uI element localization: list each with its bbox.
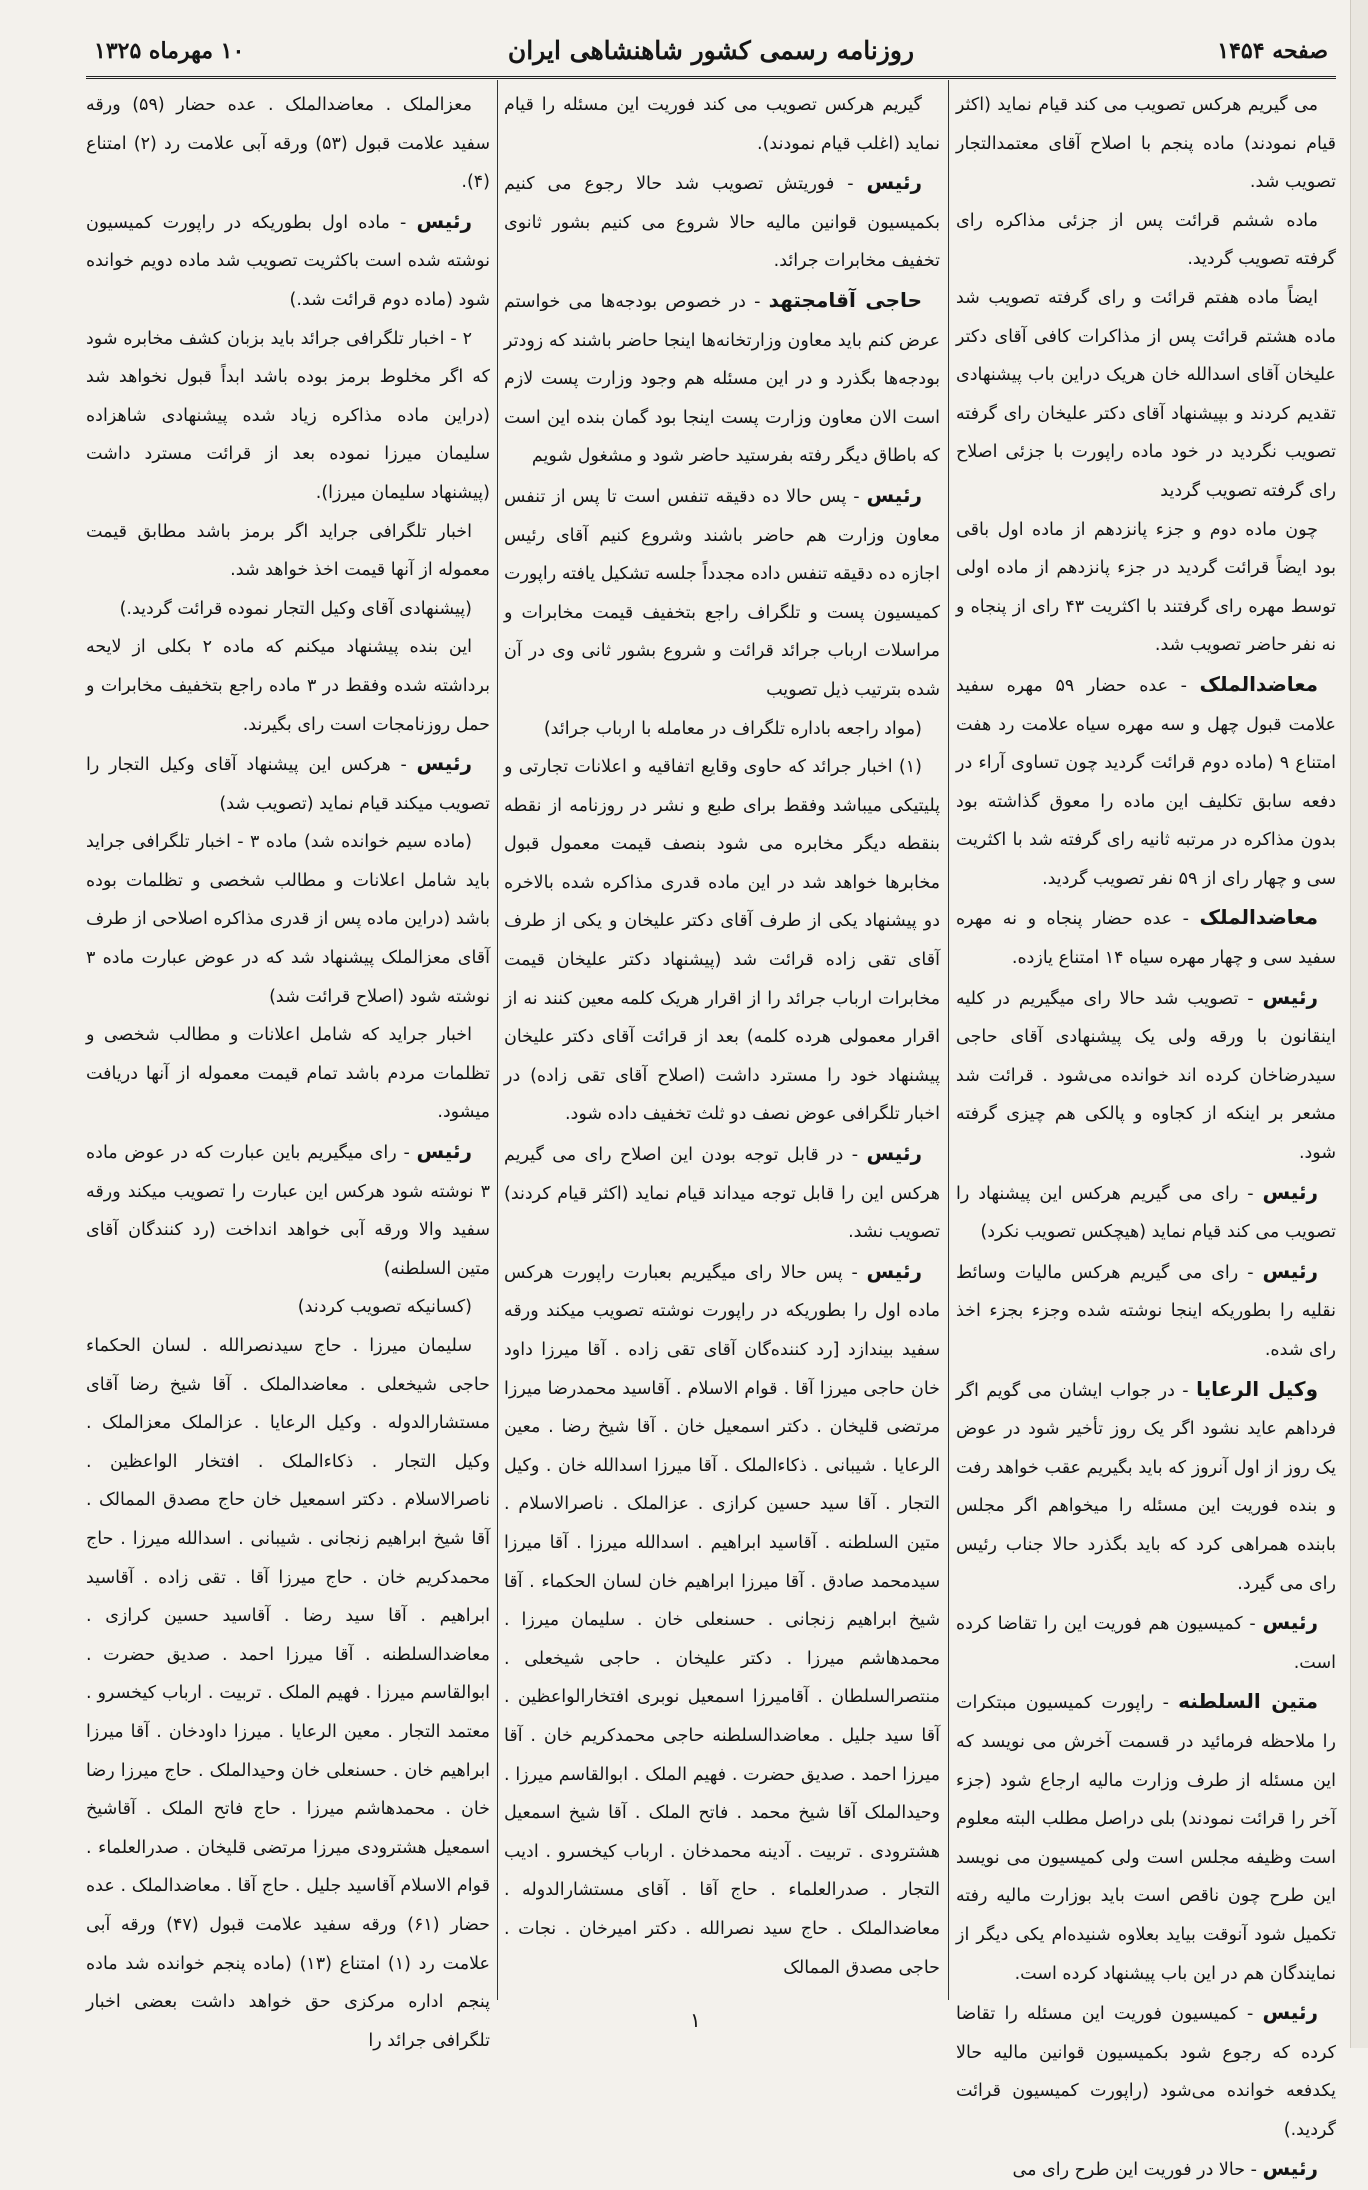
column-divider-2 <box>497 80 498 2000</box>
paragraph-text: - رای میگیریم باین عبارت که در عوض ماده ۳ نوشته شود هرکس این عبارت را تصویب میکند ورقه سفید والا ورقه آبی خواهد انداخت (رد کنندگان آقای متین السلطنه) <box>86 1143 490 1279</box>
paragraph-text: می گیریم هرکس تصویب می کند قیام نماید (اکثر قیام نمودند) ماده پنجم با اصلاح آقای معتمدالتجار تصویب شد. <box>956 95 1336 193</box>
paragraph-text: - عده حضار ۵۹ مهره سفید علامت قبول چهل و سه مهره سیاه علامت رد هفت امتناع ۹ (ماده دوم قرائت گردید چون تساوی آراء در دفعه سابق تکلیف این ماده را معوق گذاشته بود بدون مذاکره در مرتبه ثانیه رای گرفته شد با اکثریت سی و چهار رای از ۵۹ نفر تصویب گردید. <box>956 675 1337 889</box>
paragraph <box>86 320 490 513</box>
paragraph-text: ۲ - اخبار تلگرافی جرائد باید بزبان کشف مخابره شود که اگر مخلوط برمز بوده باشد ابداً قبول نخواهد شد (دراین ماده مذاکره زیاد شده پیشنهادی شاهزاده سلیمان میرزا نموده بعد از قرائت مسترد داشت (پیشنهاد سلیمان میرزا). <box>86 328 490 503</box>
paragraph <box>504 1134 940 1252</box>
speaker-name: رئیس <box>416 751 472 776</box>
speaker-name: رئیس <box>866 1141 922 1166</box>
paragraph <box>956 2149 1336 2190</box>
paragraph-text: - ماده اول بطوریکه در راپورت کمیسیون نوشته شده است باکثریت تصویب شد ماده دویم خوانده شود (ماده دوم قرائت شد.) <box>86 212 490 310</box>
paragraph-text: - تصویب شد حالا رای میگیریم در کلیه اینقانون با ورقه ولی یک پیشنهادی آقای حاجی سیدرضاخان کرده اند خوانده می‌شود . قرائت شد مشعر بر اینکه از کجاوه و پالکی هم چیزی گرفته شود. <box>956 988 1336 1164</box>
paragraph-text: معزالملک . معاضدالملک . عده حضار (۵۹) ورقه سفید علامت قبول (۵۳) ورقه آبی علامت رد (۲) امتناع (۴). <box>86 95 490 193</box>
speaker-name: متین السلطنه <box>1178 1689 1319 1714</box>
paragraph-text: چون ماده دوم و جزء پانزدهم از ماده اول باقی بود ایضاً قرائت گردید در جزء پانزدهم از ماده اولی توسط مهره رای گرفتند با اکثریت ۴۳ رای از پنجاه و نه نفر حاضر تصویب شد. <box>956 519 1336 656</box>
speaker-name: رئیس <box>1262 1179 1318 1204</box>
paragraph <box>956 1252 1336 1370</box>
paragraph <box>86 1016 490 1132</box>
speaker-name: رئیس <box>1262 2156 1318 2181</box>
page-label: صفحه ۱۴۵۴ <box>1217 38 1328 64</box>
paragraph <box>504 1252 940 1987</box>
paragraph <box>956 978 1336 1173</box>
speaker-name: رئیس <box>1262 2000 1318 2025</box>
paragraph-text: - حالا در فوریت این طرح رای می <box>1012 2160 1257 2181</box>
speaker-name: حاجی آقامجتهد <box>768 287 922 312</box>
speaker-name: رئیس <box>1262 1258 1318 1283</box>
speaker-name: رئیس <box>1262 984 1318 1009</box>
paragraph <box>86 513 490 590</box>
column-right <box>956 86 1337 2181</box>
paragraph <box>956 665 1336 899</box>
paragraph-text: (مواد راجعه باداره تلگراف در معامله با ارباب جرائد) <box>543 718 922 739</box>
paragraph-text: ایضاً ماده هفتم قرائت و رای گرفته تصویب شد ماده هشتم قرائت پس از مذاکرات کافی آقای دکتر علیخان آقای اسدالله خان هریک دراین باب پیشنهادی تقدیم کردند و بپیشنهاد آقای دکتر علیخان رای گرفته تصویب نگردید در خود ماده راپورت با جزئی اصلاح رای گرفته تصویب گردید <box>956 287 1336 501</box>
paragraph-text: - کمیسیون هم فوریت این را تقاضا کرده است. <box>956 1614 1336 1673</box>
paragraph-text: - رای می گیریم هرکس مالیات وسائط نقلیه را بطوریکه اینجا نوشته شده وجزء بجزء اخذ رای شده. <box>956 1262 1336 1360</box>
speaker-name: معاضدالملک <box>1199 905 1318 930</box>
column-divider-1 <box>948 80 949 2000</box>
paragraph <box>504 86 940 163</box>
paragraph <box>86 1288 490 1327</box>
issue-date: ۱۰ مهرماه ۱۳۲۵ <box>94 38 245 64</box>
speaker-name: وکیل الرعایا <box>1196 1376 1318 1401</box>
paragraph-text: - در قابل توجه بودن این اصلاح رای می گیریم هرکس این را قابل توجه میداند قیام نماید (اکثر قیام کردند) تصویب نشد. <box>504 1145 940 1243</box>
paragraph <box>504 748 940 1134</box>
paragraph <box>86 202 490 320</box>
paragraph-text: - در خصوص بودجه‌ها می خواستم عرض کنم باید معاون وزارتخانه‌ها اینجا حاضر باشند که زودتر بودجه‌ها بگذرد و در این مسئله هم وجود وزارت پست لازم است الان معاون وزارت پست اینجا بود گمان بنده این است که باطاق دیگر رفته بفرستید حاضر شود و مشغول شویم <box>504 291 940 467</box>
paragraph-text: - پس حالا ده دقیقه تنفس است تا پس از تنفس معاون وزارت هم حاضر باشند وشروع کنیم آقای رئیس اجازه ده دقیقه تنفس داده مجدداً جلسه تشکیل یافته راپورت کمیسیون پست و تلگراف راجع بتخفیف قیمت مخابرات و مراسلات ارباب جرائد قرائت و شروع بشور ثانی وی در آن شده بترتیب ذیل تصویب <box>504 486 940 700</box>
paragraph <box>956 279 1336 511</box>
paragraph <box>956 1603 1336 1682</box>
paragraph-text: اخبار تلگرافی جراید اگر برمز باشد مطابق قیمت معموله از آنها قیمت اخذ خواهد شد. <box>86 521 490 581</box>
paragraph <box>86 628 490 744</box>
paragraph-text: سلیمان میرزا . حاج سیدنصرالله . لسان الحکماء حاجی شیخعلی . معاضدالملک . آقا شیخ رضا آقای مستشارالدوله . وکیل الرعایا . عزالملک معزالملک . وکیل التجار . ذکاءالملک . افتخار الواعظین . ناصرالاسلام . دکتر اسمعیل خان حاج مصدق الممالک . آقا شیخ ابراهیم زنجانی . شیبانی . اسدالله میرزا . حاج محمدکریم خان . حاج میرزا آقا . تقی زاده . آقاسید ابراهیم . آقا سید رضا . آقاسید حسین کرازی . معاضدالسلطنه . آقا میرزا احمد . صدیق حضرت . ابوالقاسم میرزا . فهیم الملک . تربیت . ارباب کیخسرو . معتمد التجار . معین الرعایا . میرزا داودخان . آقا میرزا ابراهیم خان . حسنعلی خان وحیدالملک . حاج میرزا رضا خان . محمدهاشم میرزا . حاج فاتح الملک . آقاشیخ اسمعیل هشترودی میرزا مرتضی قلیخان . صدرالعلماء . قوام الاسلام آقاسید جلیل . حاج آقا . معاضدالملک . عده حضار (۶۱) ورقه سفید علامت قبول (۴۷) ورقه آبی علامت رد (۱) امتناع (۱۳) (ماده پنجم خوانده شد ماده پنجم اداره مرکزی حق خواهد داشت بعضی اخبار تلگرافی جرائد را <box>86 1336 491 2051</box>
scan-edge <box>1350 0 1368 2048</box>
paragraph <box>956 1682 1336 1993</box>
paragraph-text: (پیشنهادی آقای وکیل التجار نموده قرائت گردید.) <box>119 598 472 619</box>
paragraph <box>956 1993 1336 2149</box>
speaker-name: رئیس <box>866 170 922 195</box>
paragraph <box>86 86 490 202</box>
paragraph <box>86 744 490 823</box>
paragraph <box>956 898 1336 977</box>
speaker-name: معاضدالملک <box>1199 671 1318 696</box>
paragraph-text: این بنده پیشنهاد میکنم که ماده ۲ بکلی از لایحه برداشته شده وفقط در ۳ ماده راجع بتخفیف مخابرات و حمل روزنامجات است رای بگیرند. <box>86 637 490 735</box>
paragraph <box>86 590 490 629</box>
paragraph <box>956 202 1336 279</box>
paragraph-text: گیریم هرکس تصویب می کند فوریت این مسئله را قیام نماید (اغلب قیام نمودند). <box>504 95 940 154</box>
paragraph-text: - راپورت کمیسیون مبتکرات را ملاحظه فرمائید در قسمت آخرش می نویسد که این مسئله از طرف وزارت مالیه ارجاع شود (جزء آخر را قرائت نمودند) بلی دراصل مطلب البته معلوم است وظیفه مجلس است ولی کمیسیون می نویسد این طرح چون ناقص است باید بوزارت مالیه رفته تکمیل شود آنوقت بیاید بعلاوه شنیده‌ام یکی دیگر از نمایندگان هم در این باب پیشنهاد کرده است. <box>956 1693 1336 1984</box>
paragraph-text: - هرکس این پیشنهاد آقای وکیل التجار را تصویب میکند قیام نماید (تصویب شد) <box>86 755 490 814</box>
paragraph <box>956 1173 1336 1252</box>
paragraph-text: (۱) اخبار جرائد که حاوی وقایع اتفاقیه و اعلانات تجارتی و پلیتیکی میباشد وفقط برای طبع و نشر در روزنامه از نقطه بنقطه دیگر مخابره می شود بنصف قیمت معمول قبول مخابرها خواهد شد در این ماده قدری مذاکره شده بالاخره دو پیشنهاد یکی از طرف آقای دکتر علیخان و یکی از طرف آقای تقی زاده قرائت شد (پیشنهاد دکتر علیخان قیمت مخابرات ارباب جرائد را از اقرار هریک کلمه معین کنند نه از اقرار معمولی هرده کلمه) بعد از قرائت آقای دکتر علیخان پیشنهاد خود را مسترد داشت (اصلاح آقای تقی زاده) در اخبار تلگرافی عوض نصف دو ثلث تخفیف داده شود. <box>504 757 940 1125</box>
paragraph <box>86 823 490 1016</box>
speaker-name: رئیس <box>416 1139 472 1164</box>
paragraph <box>86 1327 490 2060</box>
paragraph <box>956 511 1336 665</box>
speaker-name: رئیس <box>416 208 472 233</box>
paragraph <box>504 710 940 749</box>
header-rule <box>86 76 1336 79</box>
paragraph-text: - رای می گیریم هرکس این پیشنهاد را تصویب می کند قیام نماید (هیچکس تصویب نکرد) <box>956 1183 1336 1243</box>
column-middle <box>504 86 940 1996</box>
speaker-name: رئیس <box>866 482 922 507</box>
speaker-name: رئیس <box>866 1258 922 1283</box>
paragraph-text: (ماده سیم خوانده شد) ماده ۳ - اخبار تلگرافی جراید باید شامل اعلانات و مطالب شخصی و تظلمات بوده باشد (دراین ماده پس از قدری مذاکره اصلاحی از طرف آقای معزالملک پیشنهاد شد که در عوض عبارت ماده ۳ نوشته شود (اصلاح قرائت شد) <box>86 832 490 1007</box>
paragraph-text: ماده ششم قرائت پس از جزئی مذاکره رای گرفته تصویب گردید. <box>956 210 1336 270</box>
paragraph-text: - عده حضار پنجاه و نه مهره سفید سی و چهار مهره سیاه ۱۴ امتناع یازده. <box>956 909 1336 969</box>
page-number: ۱ <box>690 2008 701 2032</box>
column-left <box>86 86 491 2051</box>
paragraph <box>504 281 940 476</box>
page-header <box>86 36 1336 72</box>
paragraph-text: - در جواب ایشان می گویم اگر فرداهم عاید نشود اگر یک روز تأخیر شود در عوض یک روز از اول آنروز که باید بگیریم عقب خواهد رفت و بنده فوریت این مسئله را میخواهم اگر مجلس بابنده همراهی کرد که باید بگذرد حالا جناب رئیس رای می گیرد. <box>956 1380 1336 1594</box>
paragraph <box>956 1370 1336 1604</box>
paragraph <box>86 1132 490 1288</box>
paragraph-text: اخبار جراید که شامل اعلانات و مطالب شخصی و تظلمات مردم باشد تمام قیمت معموله از آنها دریافت میشود. <box>86 1025 490 1123</box>
paragraph-text: - کمیسیون فوریت این مسئله را تقاضا کرده که رجوع شود بکمیسیون قوانین مالیه حالا یکدفعه خوانده می‌شود (راپورت کمیسیون قرائت گردید.) <box>956 2004 1336 2140</box>
paragraph-text: - پس حالا رای میگیریم بعبارت راپورت هرکس ماده اول را بطوریکه در راپورت نوشته تصویب میکند ورقه سفید بیندازد [رد کننده‌گان آقای تقی زاده . آقا میرزا داود خان حاجی میرزا آقا . قوام الاسلام . آقاسید محمدرضا میرزا مرتضی قلیخان . دکتر اسمعیل خان . آقا شیخ رضا . معین الرعایا . شیبانی . ذکاءالملک . آقا میرزا اسدالله خان . وکیل التجار . آقا سید حسین کرازی . عزالملک . ناصرالاسلام . متین السلطنه . آقاسید ابراهیم . اسدالله میرزا . آقا میرزا سیدمحمد صادق . آقا میرزا ابراهیم خان لسان الحکماء . آقا شیخ ابراهیم زنجانی . حسنعلی خان . سلیمان میرزا . محمدهاشم میرزا . دکتر علیخان . حاجی شیخعلی . منتصرالسلطان . آقامیرزا اسمعیل نوبری افتخارالواعظین . آقا سید جلیل . معاضدالسلطنه حاجی محمدکریم خان . آقا میرزا احمد . صدیق حضرت . فهیم الملک . ابوالقاسم میرزا . وحیدالملک آقا شیخ محمد . فاتح الملک . آقا شیخ اسمعیل هشترودی . تربیت . آدینه محمدخان . ارباب کیخسرو . ادیب التجار . صدرالعلماء . حاج آقا . آقای مستشارالدوله . معاضدالملک . حاج سید نصرالله . دکتر امیرخان . نجات . حاجی مصدق الممالک <box>504 1262 940 1978</box>
paragraph <box>504 163 940 281</box>
paragraph <box>956 86 1336 202</box>
speaker-name: رئیس <box>1262 1610 1318 1635</box>
paragraph-text: - فوریتش تصویب شد حالا رجوع می کنیم بکمیسیون قوانین مالیه حالا شروع می کنیم بشور ثانوی تخفیف مخابرات جرائد. <box>504 174 940 272</box>
paragraph <box>504 476 940 710</box>
masthead-title: روزنامه رسمی کشور شاهنشاهی ایران <box>507 36 915 65</box>
paragraph-text: (کسانیکه تصویب کردند) <box>297 1297 472 1318</box>
